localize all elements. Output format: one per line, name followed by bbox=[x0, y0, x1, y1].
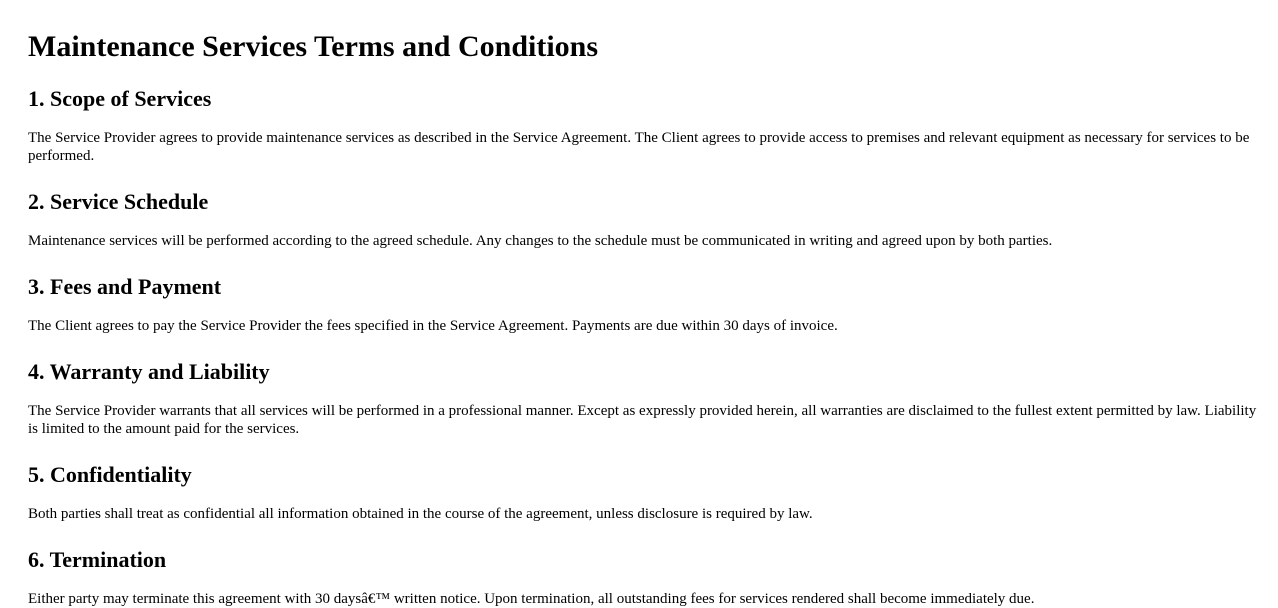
page-title: Maintenance Services Terms and Conditions bbox=[28, 30, 599, 63]
section-warranty-and-liability bbox=[28, 359, 1258, 438]
section-confidentiality bbox=[28, 462, 1258, 523]
section-service-schedule bbox=[28, 189, 1258, 250]
section-body: Maintenance services will be performed according to the agreed schedule. Any changes to the schedule must be communicated in writing and agreed upon by both parties. bbox=[28, 233, 1053, 249]
section-heading: 3. Fees and Payment bbox=[28, 274, 222, 299]
section-body: Either party may terminate this agreement with 30 daysâ€™ written notice. Upon termination, all outstanding fees for services rendered shall become immediately due. bbox=[28, 591, 1035, 607]
section-heading: 1. Scope of Services bbox=[28, 86, 212, 111]
section-heading: 5. Confidentiality bbox=[28, 462, 192, 487]
section-heading: 2. Service Schedule bbox=[28, 189, 209, 214]
section-body: Both parties shall treat as confidential all information obtained in the course of the agreement, unless disclosure is required by law. bbox=[28, 506, 813, 522]
section-fees-and-payment bbox=[28, 274, 1258, 335]
section-body: The Service Provider agrees to provide maintenance services as described in the Service Agreement. The Client agrees to provide access to premises and relevant equipment as necessary for services to be performed. bbox=[28, 130, 1250, 164]
section-termination bbox=[28, 547, 1258, 608]
section-body: The Service Provider warrants that all services will be performed in a professional manner. Except as expressly provided herein, all warranties are disclaimed to the fullest extent permitted by law. Liability is limited to the amount paid for the services. bbox=[28, 403, 1257, 437]
section-heading: 4. Warranty and Liability bbox=[28, 359, 270, 384]
section-heading: 6. Termination bbox=[28, 547, 167, 572]
section-body: The Client agrees to pay the Service Provider the fees specified in the Service Agreement. Payments are due within 30 days of invoice. bbox=[28, 318, 838, 334]
section-scope-of-services bbox=[28, 86, 1258, 165]
